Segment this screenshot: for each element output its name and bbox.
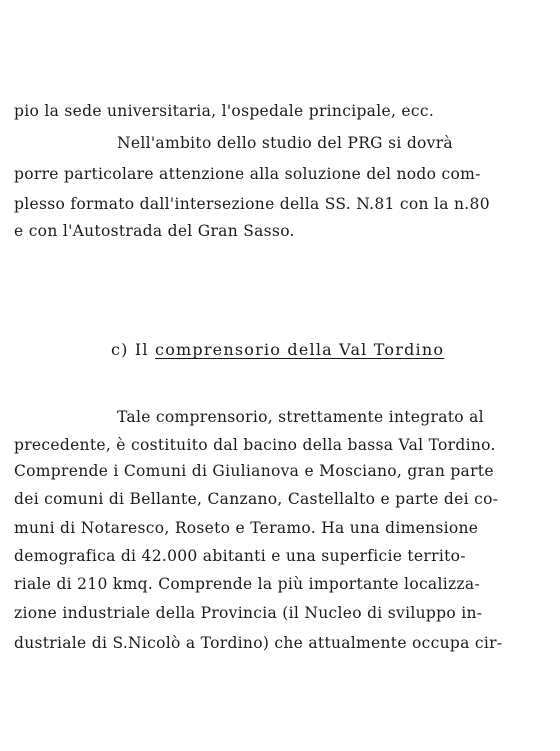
section-heading	[111, 339, 444, 361]
paragraph-line: demografica di 42.000 abitanti e una superficie territo-	[14, 547, 466, 565]
paragraph-line: dei comuni di Bellante, Canzano, Castellalto e parte dei co-	[14, 490, 499, 508]
section-heading-prefix: c) Il	[111, 340, 149, 359]
paragraph-line: Nell'ambito dello studio del PRG si dovrà	[117, 134, 453, 152]
paragraph-line: plesso formato dall'intersezione della SS. N.81 con la n.80	[14, 195, 490, 213]
paragraph-line: pio la sede universitaria, l'ospedale principale, ecc.	[14, 102, 435, 120]
section-heading-title: comprensorio della Val Tordino	[155, 340, 445, 359]
paragraph-line: zione industriale della Provincia (il Nucleo di sviluppo in-	[14, 604, 483, 622]
paragraph-line: riale di 210 kmq. Comprende la più importante localizza-	[14, 575, 480, 593]
paragraph-line: e con l'Autostrada del Gran Sasso.	[14, 222, 295, 240]
paragraph-line: precedente, è costituito dal bacino della bassa Val Tordino.	[14, 436, 496, 454]
paragraph-line: porre particolare attenzione alla soluzione del nodo com-	[14, 165, 481, 183]
paragraph-line: dustriale di S.Nicolò a Tordino) che attualmente occupa cir-	[14, 634, 503, 652]
paragraph-line: Tale comprensorio, strettamente integrato al	[117, 408, 484, 426]
paragraph-line: Comprende i Comuni di Giulianova e Mosciano, gran parte	[14, 462, 494, 480]
paragraph-line: muni di Notaresco, Roseto e Teramo. Ha una dimensione	[14, 519, 479, 537]
